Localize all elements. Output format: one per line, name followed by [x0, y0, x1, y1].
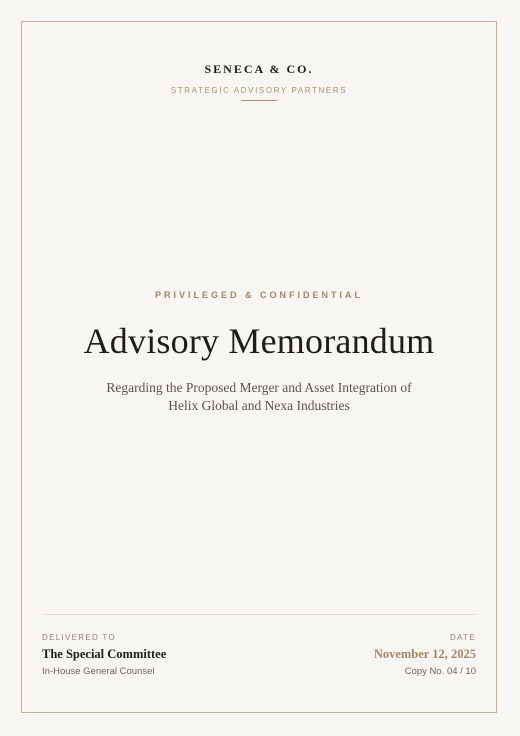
date-block — [374, 633, 476, 677]
document-subtitle — [22, 379, 496, 415]
document-title: Advisory Memorandum — [83, 321, 435, 361]
page-border-frame — [21, 21, 497, 713]
recipient-detail: In-House General Counsel — [42, 666, 155, 677]
delivered-to-block — [42, 633, 166, 677]
header-rule — [241, 100, 277, 101]
date-label: DATE — [450, 633, 476, 642]
document-date: November 12, 2025 — [373, 647, 476, 661]
recipient-name: The Special Committee — [42, 647, 167, 661]
copy-number: Copy No. 04 / 10 — [404, 666, 476, 677]
firm-name: SENECA & CO. — [204, 62, 314, 76]
classification-label: PRIVILEGED & CONFIDENTIAL — [154, 290, 363, 300]
subtitle-line-1: Regarding the Proposed Merger and Asset Integration of — [106, 380, 412, 395]
firm-tagline: STRATEGIC ADVISORY PARTNERS — [170, 86, 348, 95]
footer-divider — [42, 614, 476, 615]
delivered-to-label: DELIVERED TO — [42, 633, 116, 642]
subtitle-line-2: Helix Global and Nexa Industries — [168, 398, 350, 413]
letterhead — [22, 62, 496, 101]
cover-title-block — [22, 290, 496, 415]
